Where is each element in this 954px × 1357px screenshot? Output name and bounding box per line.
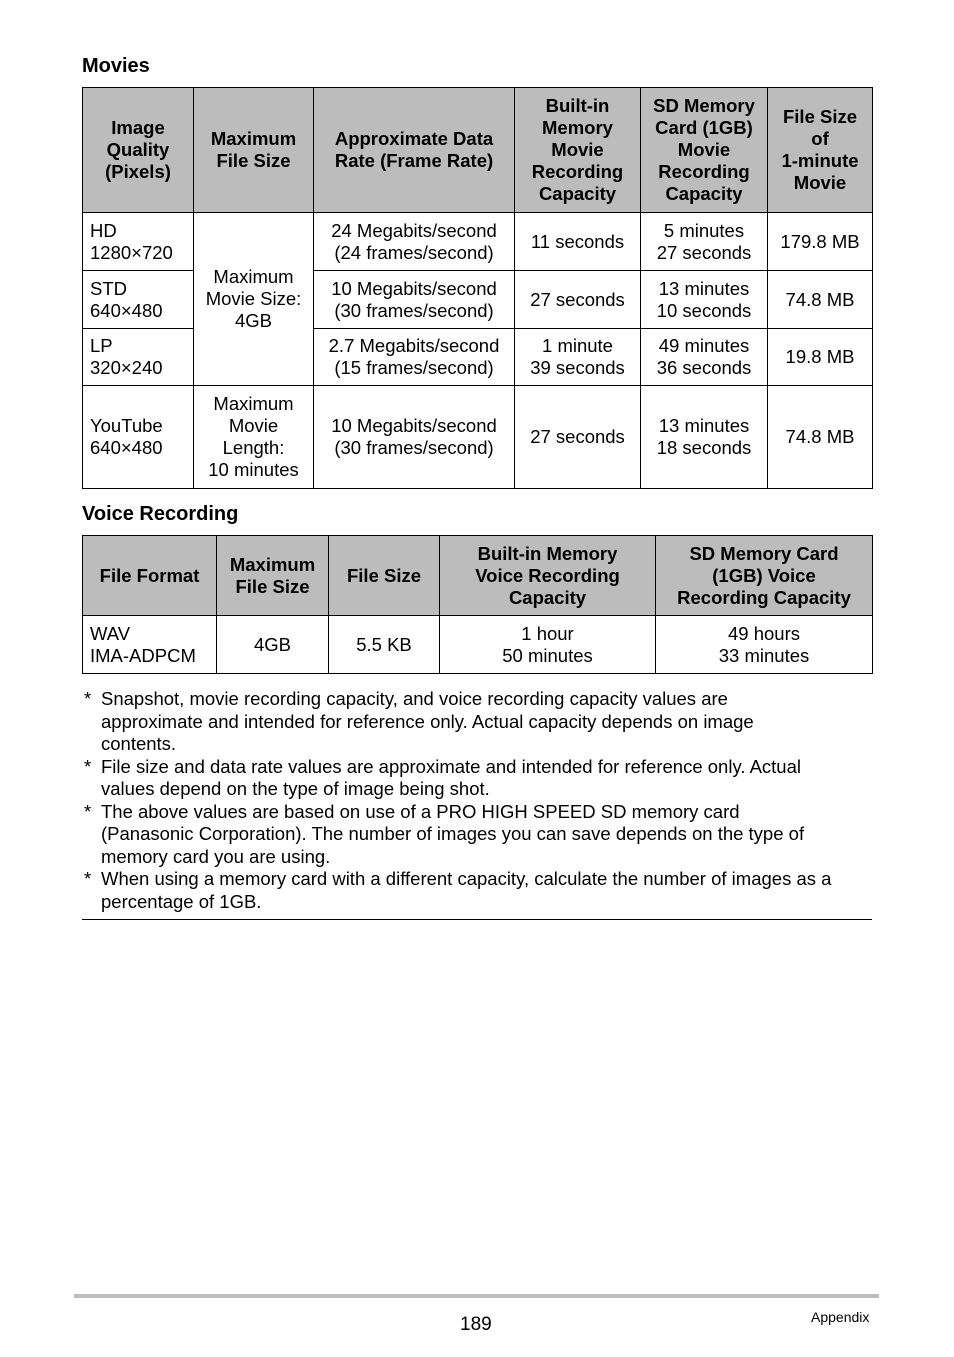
cell-max-file-size: 4GB	[217, 616, 329, 674]
footnote: * File size and data rate values are approximate and intended for reference only. Actual values depend on the type of image being shot.	[84, 755, 801, 799]
header-approximate-data-rate: Approximate Data Rate (Frame Rate)	[314, 88, 515, 213]
table-row	[83, 386, 873, 489]
asterisk-marker: *	[84, 868, 92, 889]
cell-builtin-capacity: 11 seconds	[515, 213, 641, 271]
cell-quality: HD 1280×720	[83, 213, 194, 271]
footnote: * Snapshot, movie recording capacity, and voice recording capacity values are approximate and intended for reference only. Actual capacity depends on image contents.	[84, 688, 754, 754]
voice-section-title: Voice Recording	[82, 503, 239, 525]
voice-table	[82, 535, 873, 674]
cell-file-size: 74.8 MB	[768, 271, 873, 329]
cell-file-size: 74.8 MB	[768, 386, 873, 489]
cell-builtin-capacity: 1 hour 50 minutes	[440, 616, 656, 674]
asterisk-marker: *	[84, 688, 92, 709]
table-row	[83, 213, 873, 271]
header-file-size-per-minute: File Size of 1-minute Movie	[768, 88, 873, 213]
footer-divider	[74, 1294, 879, 1298]
movies-table	[82, 87, 873, 489]
cell-max-movie-length: Maximum Movie Length: 10 minutes	[194, 386, 314, 489]
cell-quality: YouTube 640×480	[83, 386, 194, 489]
header-maximum-file-size: Maximum File Size	[217, 536, 329, 616]
footnotes	[82, 688, 872, 920]
header-file-format: File Format	[83, 536, 217, 616]
cell-sd-capacity: 49 hours 33 minutes	[656, 616, 873, 674]
header-maximum-file-size: Maximum File Size	[194, 88, 314, 213]
table-row	[83, 616, 873, 674]
cell-sd-capacity: 13 minutes 10 seconds	[641, 271, 768, 329]
cell-data-rate: 10 Megabits/second (30 frames/second)	[314, 386, 515, 489]
cell-data-rate: 2.7 Megabits/second (15 frames/second)	[314, 329, 515, 386]
footnote: * When using a memory card with a different capacity, calculate the number of images as a percentage of 1GB.	[84, 868, 832, 912]
cell-sd-capacity: 49 minutes 36 seconds	[641, 329, 768, 386]
cell-sd-capacity: 5 minutes 27 seconds	[641, 213, 768, 271]
cell-file-size: 179.8 MB	[768, 213, 873, 271]
cell-quality: STD 640×480	[83, 271, 194, 329]
header-sd-card-capacity: SD Memory Card (1GB) Movie Recording Capacity	[641, 88, 768, 213]
cell-builtin-capacity: 27 seconds	[515, 386, 641, 489]
header-file-size: File Size	[329, 536, 440, 616]
footnote: * The above values are based on use of a PRO HIGH SPEED SD memory card (Panasonic Corporation). The number of images you can save depends on the type of memory card you are using.	[84, 800, 805, 867]
header-builtin-voice-capacity: Built-in Memory Voice Recording Capacity	[440, 536, 656, 616]
header-builtin-memory-capacity: Built-in Memory Movie Recording Capacity	[515, 88, 641, 213]
cell-data-rate: 24 Megabits/second (24 frames/second)	[314, 213, 515, 271]
cell-max-movie-size: Maximum Movie Size: 4GB	[194, 213, 314, 386]
header-sd-voice-capacity: SD Memory Card (1GB) Voice Recording Capacity	[656, 536, 873, 616]
movies-section-title: Movies	[82, 55, 150, 77]
cell-builtin-capacity: 27 seconds	[515, 271, 641, 329]
voice-header-row	[83, 536, 873, 616]
cell-builtin-capacity: 1 minute 39 seconds	[515, 329, 641, 386]
cell-data-rate: 10 Megabits/second (30 frames/second)	[314, 271, 515, 329]
asterisk-marker: *	[84, 800, 92, 822]
page-number: 189	[460, 1314, 492, 1335]
movies-header-row	[83, 88, 873, 213]
cell-quality: LP 320×240	[83, 329, 194, 386]
cell-file-size: 19.8 MB	[768, 329, 873, 386]
cell-sd-capacity: 13 minutes 18 seconds	[641, 386, 768, 489]
cell-file-format: WAV IMA-ADPCM	[83, 616, 217, 674]
section-label: Appendix	[811, 1309, 870, 1325]
header-image-quality: Image Quality (Pixels)	[83, 88, 194, 213]
asterisk-marker: *	[84, 755, 92, 777]
cell-file-size: 5.5 KB	[329, 616, 440, 674]
